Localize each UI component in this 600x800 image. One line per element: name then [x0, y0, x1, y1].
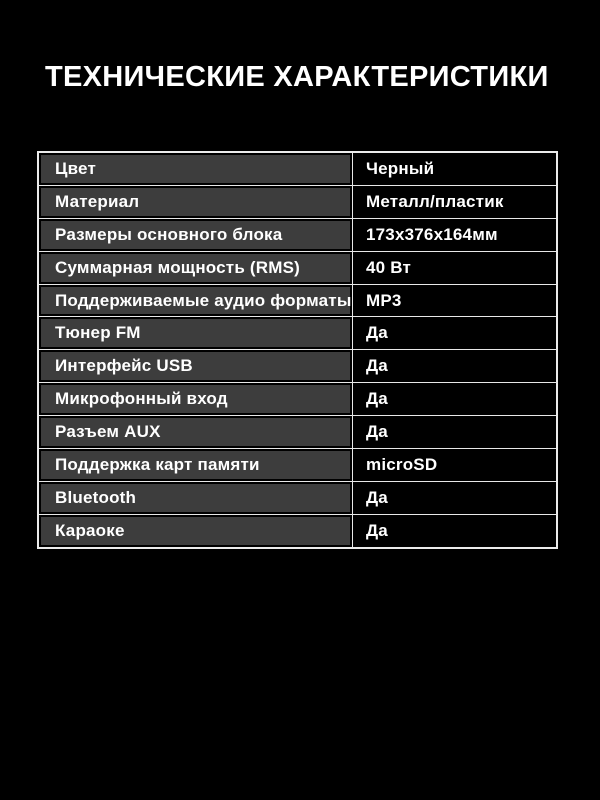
- spec-row: [39, 416, 556, 449]
- spec-row: [39, 482, 556, 515]
- spec-row: [39, 383, 556, 416]
- spec-value: Металл/пластик: [353, 186, 556, 218]
- spec-value: Да: [353, 383, 556, 415]
- spec-name: Микрофонный вход: [39, 383, 353, 415]
- spec-row: [39, 515, 556, 547]
- spec-value: microSD: [353, 449, 556, 481]
- spec-value: Да: [353, 416, 556, 448]
- spec-table: [37, 151, 558, 549]
- spec-row: [39, 219, 556, 252]
- spec-row: [39, 317, 556, 350]
- spec-value: Да: [353, 515, 556, 547]
- spec-row: [39, 350, 556, 383]
- spec-name: Поддержка карт памяти: [39, 449, 353, 481]
- spec-value: Черный: [353, 153, 556, 185]
- spec-row: [39, 153, 556, 186]
- spec-row: [39, 252, 556, 285]
- spec-name: Тюнер FM: [39, 317, 353, 349]
- spec-value: Да: [353, 482, 556, 514]
- spec-name: Размеры основного блока: [39, 219, 353, 251]
- spec-name: Суммарная мощность (RMS): [39, 252, 353, 284]
- spec-name: Разъем AUX: [39, 416, 353, 448]
- spec-name: Bluetooth: [39, 482, 353, 514]
- spec-value: Да: [353, 317, 556, 349]
- spec-name: Интерфейс USB: [39, 350, 353, 382]
- spec-name: Материал: [39, 186, 353, 218]
- spec-value: 173x376x164мм: [353, 219, 556, 251]
- spec-value: MP3: [353, 285, 556, 317]
- spec-row: [39, 186, 556, 219]
- spec-name: Караоке: [39, 515, 353, 547]
- spec-value: Да: [353, 350, 556, 382]
- spec-row: [39, 449, 556, 482]
- spec-name: Цвет: [39, 153, 353, 185]
- page-title: ТЕХНИЧЕСКИЕ ХАРАКТЕРИСТИКИ: [45, 61, 549, 93]
- spec-value: 40 Вт: [353, 252, 556, 284]
- spec-row: [39, 285, 556, 318]
- spec-name: Поддерживаемые аудио форматы: [39, 285, 353, 317]
